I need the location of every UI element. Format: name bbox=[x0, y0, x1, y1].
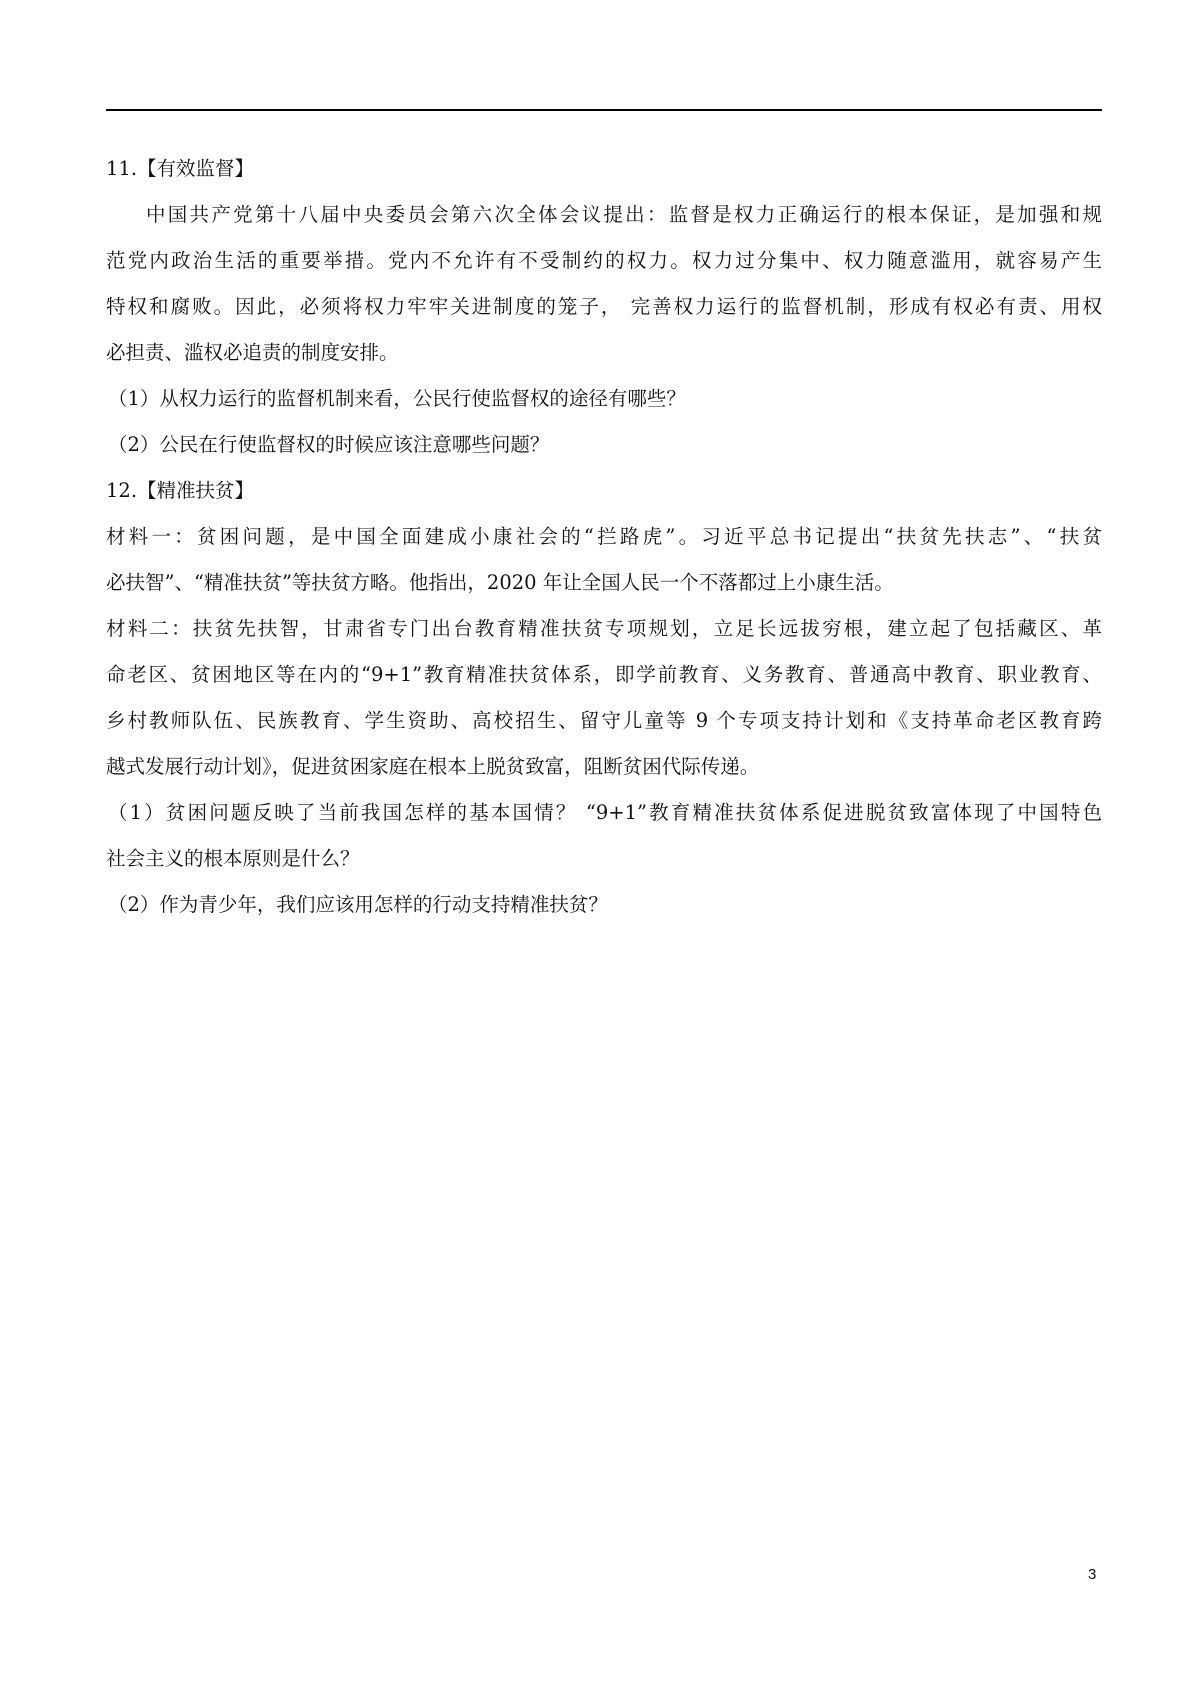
material-two-line: 乡村教师队伍、民族教育、学生资助、高校招生、留守儿童等 9 个专项支持计划和《支持革命老区教育跨 bbox=[106, 709, 1102, 732]
material-two-line: 越式发展行动计划》，促进贫困家庭在根本上脱贫致富，阻断贫困代际传递。 bbox=[106, 755, 760, 778]
document-body bbox=[106, 150, 1102, 932]
header-rule bbox=[106, 109, 1102, 111]
material-two-line: 材料二：扶贫先扶智，甘肃省专门出台教育精准扶贫专项规划，立足长远拔穷根，建立起了包括藏区、革 bbox=[106, 617, 1102, 640]
question-line: （1）贫困问题反映了当前我国怎样的基本国情？ “9+1”教育精准扶贫体系促进脱贫致富体现了中国特色 bbox=[108, 801, 1102, 824]
section-heading-11: 11.【有效监督】 bbox=[106, 157, 255, 180]
paragraph-line: 范党内政治生活的重要举措。党内不允许有不受制约的权力。权力过分集中、权力随意滥用，就容易产生 bbox=[106, 249, 1102, 272]
paragraph-line: 中国共产党第十八届中央委员会第六次全体会议提出：监督是权力正确运行的根本保证，是加强和规 bbox=[146, 203, 1102, 226]
paragraph-line: 必担责、滥权必追责的制度安排。 bbox=[106, 341, 399, 364]
question-line: 社会主义的根本原则是什么？ bbox=[106, 847, 360, 870]
question-line: （2）作为青少年，我们应该用怎样的行动支持精准扶贫？ bbox=[108, 893, 608, 916]
paragraph-line: 特权和腐败。因此，必须将权力牢牢关进制度的笼子， 完善权力运行的监督机制，形成有权必有责、用权 bbox=[106, 295, 1102, 318]
page-number: 3 bbox=[1088, 1566, 1097, 1583]
section-heading-12: 12.【精准扶贫】 bbox=[106, 479, 255, 502]
material-one-line: 必扶智”、“精准扶贫”等扶贫方略。他指出，2020 年让全国人民一个不落都过上小康生活。 bbox=[106, 571, 894, 594]
material-two-line: 命老区、贫困地区等在内的“9+1”教育精准扶贫体系，即学前教育、义务教育、普通高中教育、职业教育、 bbox=[106, 663, 1102, 686]
question-line: （2）公民在行使监督权的时候应该注意哪些问题？ bbox=[108, 433, 550, 456]
material-one-line: 材料一：贫困问题，是中国全面建成小康社会的“拦路虎”。习近平总书记提出“扶贫先扶志”、“扶贫 bbox=[106, 525, 1102, 548]
question-line: （1）从权力运行的监督机制来看，公民行使监督权的途径有哪些？ bbox=[108, 387, 686, 410]
